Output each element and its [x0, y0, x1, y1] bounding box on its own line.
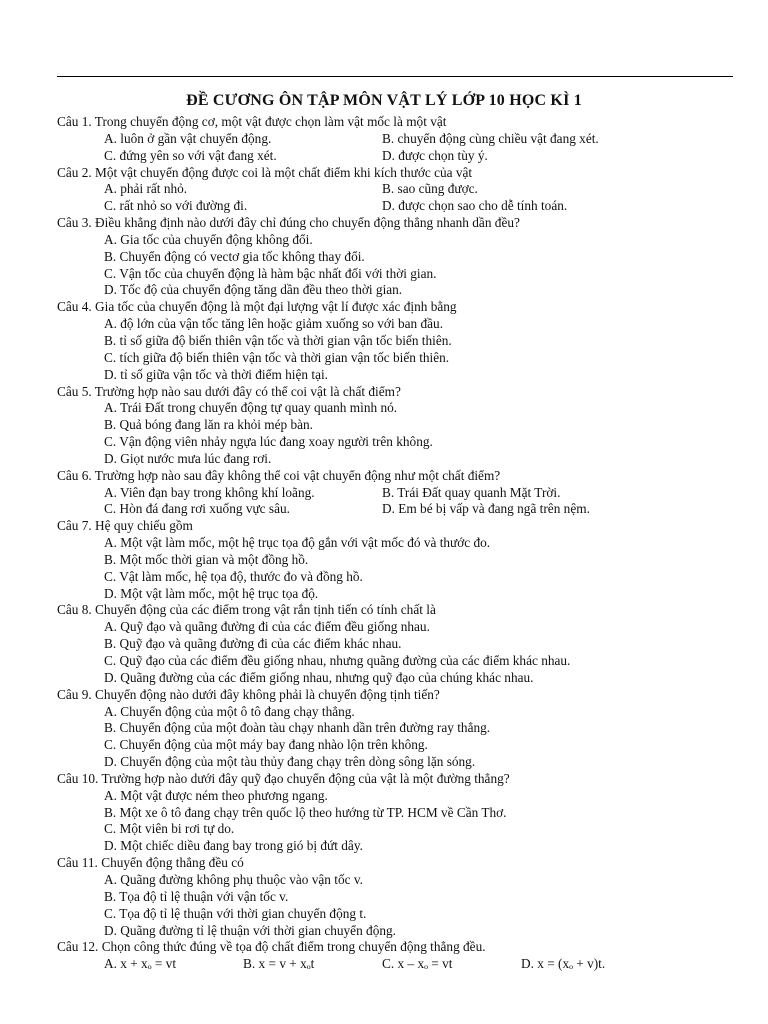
- question-text: Câu 4. Gia tốc của chuyển động là một đại lượng vật lí được xác định bằng: [57, 299, 457, 315]
- option-c: C. Quỹ đạo của các điểm đều giống nhau, nhưng quãng đường của các điểm khác nhau.: [104, 653, 571, 668]
- option-d: D. Tốc độ của chuyển động tăng dần đều theo thời gian.: [104, 282, 403, 298]
- option-b: B. sao cũng được.: [382, 181, 478, 197]
- option-a: A. Một vật được ném theo phương ngang.: [104, 787, 328, 803]
- question-text: Câu 12. Chọn công thức đúng về tọa độ chất điểm trong chuyển động thẳng đều.: [57, 939, 486, 955]
- options-row: [57, 485, 747, 502]
- question-8: [57, 602, 747, 686]
- option-c: C. đứng yên so với vật đang xét.: [104, 147, 277, 163]
- option-d: D. Em bé bị vấp và đang ngã trên nệm.: [382, 501, 590, 517]
- question-text: Câu 6. Trường hợp nào sau đây không thể coi vật chuyển động như một chất điểm?: [57, 467, 501, 483]
- option-c: C. rất nhỏ so với đường đi.: [104, 198, 248, 214]
- question-text: Câu 3. Điều khẳng định nào dưới đây chỉ đúng cho chuyển động thẳng nhanh dần đều?: [57, 215, 520, 231]
- option-a: A. độ lớn của vận tốc tăng lên hoặc giảm xuống so với ban đầu.: [104, 316, 444, 332]
- option-b: B. Chuyển động có vectơ gia tốc không thay đổi.: [104, 248, 365, 264]
- question-text: Câu 1. Trong chuyển động cơ, một vật được chọn làm vật mốc là một vật: [57, 114, 447, 129]
- option-c: C. Tọa độ tỉ lệ thuận với thời gian chuyển động t.: [104, 905, 367, 921]
- option-d: D. Quãng đường tỉ lệ thuận với thời gian chuyển động.: [104, 922, 396, 938]
- question-text: Câu 9. Chuyển động nào dưới đây không phải là chuyển động tịnh tiến?: [57, 686, 440, 702]
- question-6: [57, 468, 747, 519]
- option-d: D. Chuyển động của một tàu thủy đang chạy trên dòng sông lặn sóng.: [104, 754, 476, 770]
- option-b: B. Tọa độ tỉ lệ thuận với vận tốc v.: [104, 888, 289, 904]
- option-c: C. Vận tốc của chuyển động là hàm bậc nhất đối với thời gian.: [104, 265, 437, 281]
- question-9: [57, 687, 747, 771]
- option-a: A. luôn ở gần vật chuyển động.: [104, 130, 272, 146]
- option-b: B. Trái Đất quay quanh Mặt Trời.: [382, 484, 561, 500]
- options-row: [57, 198, 747, 215]
- option-b: B. Quả bóng đang lăn ra khỏi mép bàn.: [104, 417, 314, 433]
- question-text: Câu 8. Chuyển động của các điểm trong vật rắn tịnh tiến có tính chất là: [57, 602, 436, 618]
- option-b: B. Quỹ đạo và quãng đường đi của các điểm khác nhau.: [104, 636, 402, 652]
- option-a: A. Chuyển động của một ô tô đang chạy thẳng.: [104, 703, 355, 719]
- option-a: A. Viên đạn bay trong không khí loãng.: [104, 484, 315, 500]
- options-row: [57, 131, 747, 148]
- question-text: Câu 7. Hệ quy chiếu gồm: [57, 518, 193, 534]
- question-5: [57, 384, 747, 468]
- option-c: C. Chuyển động của một máy bay đang nhào lộn trên không.: [104, 737, 428, 753]
- options-row: [57, 501, 747, 518]
- option-d: D. được chọn tùy ý.: [382, 147, 488, 163]
- question-text: Câu 2. Một vật chuyển động được coi là một chất điểm khi kích thước của vật: [57, 164, 473, 180]
- option-d: D. được chọn sao cho dễ tính toán.: [382, 198, 568, 214]
- option-b: B. tỉ số giữa độ biến thiên vận tốc và thời gian vận tốc biến thiên.: [104, 332, 452, 348]
- option-d: D. x = (xₒ + v)t.: [521, 956, 606, 972]
- option-a: A. x + xₒ = vt: [104, 956, 177, 972]
- question-7: [57, 518, 747, 602]
- document-title: ĐỀ CƯƠNG ÔN TẬP MÔN VẬT LÝ LỚP 10 HỌC KÌ 1: [186, 92, 582, 109]
- header-rule: [57, 76, 733, 77]
- option-c: C. Vận động viên nhảy ngựa lúc đang xoay người trên không.: [104, 434, 433, 450]
- option-a: A. Gia tốc của chuyển động không đổi.: [104, 231, 313, 247]
- option-c: C. Vật làm mốc, hệ tọa độ, thước đo và đồng hồ.: [104, 568, 363, 584]
- option-d: D. Giọt nước mưa lúc đang rơi.: [104, 450, 272, 466]
- question-11: [57, 855, 747, 939]
- option-a: A. Quỹ đạo và quãng đường đi của các điểm đều giống nhau.: [104, 619, 430, 635]
- option-d: D. Quãng đường của các điểm giống nhau, nhưng quỹ đạo của chúng khác nhau.: [104, 669, 534, 685]
- question-list: [57, 114, 747, 973]
- options-row: [57, 148, 747, 165]
- question-text: Câu 11. Chuyển động thẳng đều có: [57, 855, 244, 871]
- option-a: A. Quãng đường không phụ thuộc vào vận tốc v.: [104, 871, 363, 887]
- question-2: [57, 165, 747, 216]
- option-a: A. Một vật làm mốc, một hệ trục tọa độ gắn với vật mốc đó và thước đo.: [104, 535, 491, 551]
- option-b: B. Chuyển động của một đoàn tàu chạy nhanh dần trên đường ray thẳng.: [104, 720, 491, 736]
- question-10: [57, 771, 747, 855]
- option-d: D. Một chiếc diều đang bay trong gió bị đứt dây.: [104, 838, 363, 854]
- options-row: [57, 181, 747, 198]
- option-a: A. phải rất nhỏ.: [104, 181, 188, 197]
- option-b: B. Một mốc thời gian và một đồng hồ.: [104, 551, 309, 567]
- question-4: [57, 299, 747, 383]
- question-1: [57, 114, 747, 165]
- option-c: C. tích giữa độ biến thiên vận tốc và thời gian vận tốc biến thiên.: [104, 349, 450, 365]
- question-text: Câu 10. Trường hợp nào dưới đây quỹ đạo chuyển động của vật là một đường thẳng?: [57, 770, 510, 786]
- question-text: Câu 5. Trường hợp nào sau dưới đây có thể coi vật là chất điểm?: [57, 383, 401, 399]
- question-3: [57, 215, 747, 299]
- option-b: B. chuyển động cùng chiều vật đang xét.: [382, 130, 599, 146]
- option-c: C. Hòn đá đang rơi xuống vực sâu.: [104, 501, 290, 517]
- question-12: [57, 939, 747, 973]
- option-c: C. Một viên bi rơi tự do.: [104, 821, 235, 837]
- option-d: D. tỉ số giữa vận tốc và thời điểm hiện tại.: [104, 366, 328, 382]
- options-row: [57, 956, 747, 973]
- option-d: D. Một vật làm mốc, một hệ trục tọa độ.: [104, 585, 319, 601]
- option-a: A. Trái Đất trong chuyển động tự quay quanh mình nó.: [104, 400, 398, 416]
- option-b: B. Một xe ô tô đang chạy trên quốc lộ theo hướng từ TP. HCM về Cần Thơ.: [104, 804, 507, 820]
- option-b: B. x = v + xₒt: [243, 956, 315, 972]
- option-c: C. x – xₒ = vt: [382, 956, 453, 972]
